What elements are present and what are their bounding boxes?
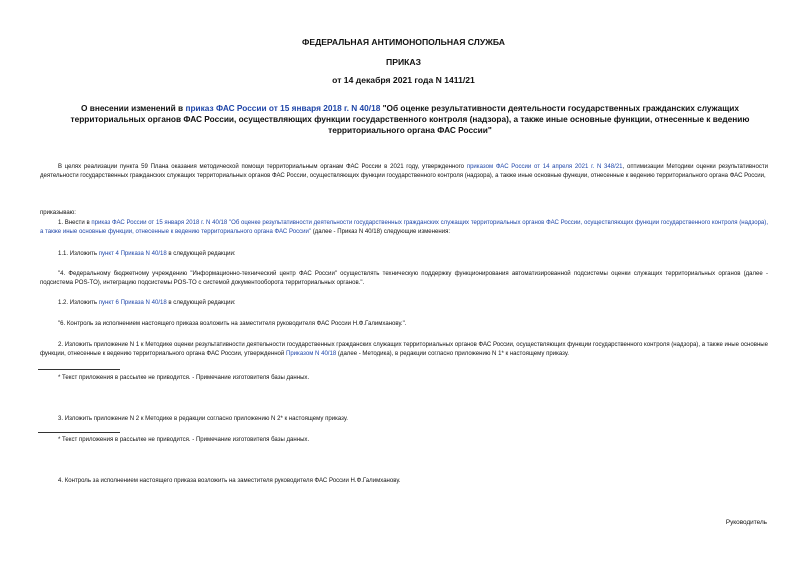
item-2-text-2: (далее - Методика), в редакции согласно приложению N 1* к настоящему приказу. xyxy=(336,350,569,357)
item-4: 4. Контроль за исполнением настоящего приказа возложить на заместителя руководителя ФАС России Н.Ф.Галимханову. xyxy=(58,478,401,484)
footnote-divider-1 xyxy=(38,369,120,370)
document-title xyxy=(50,103,770,137)
title-rest: "Об оценке результативности деятельности государственных гражданских служащих территориальных органов ФАС России, осуществляющих функции государственного контроля (надзора), а также иные основные функции, отнесенные к ведению территориального органа ФАС России" xyxy=(70,103,750,136)
footnote-1: * Текст приложения в рассылке не приводится. - Примечание изготовителя базы данных. xyxy=(58,375,310,381)
signature-title: Руководитель xyxy=(725,519,767,526)
doc-date-number: от 14 декабря 2021 года N 1411/21 xyxy=(332,75,475,85)
orders-label: приказываю: xyxy=(40,210,76,216)
item-1-2 xyxy=(40,299,768,308)
title-prefix: О внесении изменений в xyxy=(81,103,186,113)
item-1 xyxy=(40,219,768,236)
item-2 xyxy=(40,341,768,358)
item-1-text-1: 1. Внести в xyxy=(58,220,92,226)
quote-point-6: "6. Контроль за исполнением настоящего приказа возложить на заместителя руководителя ФАС России Н.Ф.Галимханову.". xyxy=(58,321,407,327)
quote-point-4: "4. Федеральному бюджетному учреждению "Информационно-технический центр ФАС России" осуществлять техническую поддержку функционирования автоматизированной подсистемы оценки служащих территориальных органов (далее - подсистема POS-TO), интеграцию подсистемы POS-TO с системой документооборота территориальных органов.". xyxy=(40,271,768,286)
title-link[interactable]: приказ ФАС России от 15 января 2018 г. N 40/18 xyxy=(185,103,381,113)
item-1-1-text-1: 1.1. Изложить xyxy=(58,251,99,257)
item-1-text-2: (далее - Приказ N 40/18) следующие изменения: xyxy=(311,228,451,235)
item-1-1 xyxy=(40,250,768,259)
item-1-1-text-2: в следующей редакции: xyxy=(166,251,236,257)
item-3: 3. Изложить приложение N 2 к Методике в редакции согласно приложению N 2* к настоящему приказу. xyxy=(58,416,348,422)
doc-type: ПРИКАЗ xyxy=(386,57,421,67)
item-1-1-link[interactable]: пункт 4 Приказа N 40/18 xyxy=(98,251,167,257)
item-1-link[interactable]: приказ ФАС России от 15 января 2018 г. N 40/18 "Об оценке результативности деятельности государственных гражданских служащих территориальных органов ФАС России, осуществляющих функции государственного контроля (надзора), а также иные основные функции, отнесенные к ведению территориального органа ФАС России" xyxy=(40,220,768,235)
intro-paragraph xyxy=(40,163,768,180)
footnote-2: * Текст приложения в рассылке не приводится. - Примечание изготовителя базы данных. xyxy=(58,437,310,443)
intro-link[interactable]: приказом ФАС России от 14 апреля 2021 г. N 348/21 xyxy=(466,164,623,170)
agency-name: ФЕДЕРАЛЬНАЯ АНТИМОНОПОЛЬНАЯ СЛУЖБА xyxy=(302,37,505,47)
item-2-text-1: 2. Изложить приложение N 1 к Методике оценки результативности деятельности государственных гражданских служащих территориальных органов ФАС России, осуществляющих функции государственного контроля (надзора), а также иные основные функции, отнесенные к ведению территориального органа ФАС России, утвержденной xyxy=(40,342,768,357)
footnote-divider-2 xyxy=(38,432,120,433)
item-2-link[interactable]: Приказом N 40/18 xyxy=(285,350,337,357)
item-1-2-text-1: 1.2. Изложить xyxy=(58,300,99,306)
item-1-2-text-2: в следующей редакции: xyxy=(166,300,236,306)
intro-text-1: В целях реализации пункта 59 Плана оказания методической помощи территориальным органам ФАС России в 2021 году, утвержденного xyxy=(58,164,467,170)
item-1-2-link[interactable]: пункт 6 Приказа N 40/18 xyxy=(98,300,167,306)
intro-text-2: , оптимизации Методики оценки результативности деятельности государственных гражданских служащих территориальных органов ФАС России, осуществляющих функции государственного контроля (надзора), а также иные основные функции, отнесенные к ведению территориального органа ФАС России, xyxy=(40,164,769,179)
